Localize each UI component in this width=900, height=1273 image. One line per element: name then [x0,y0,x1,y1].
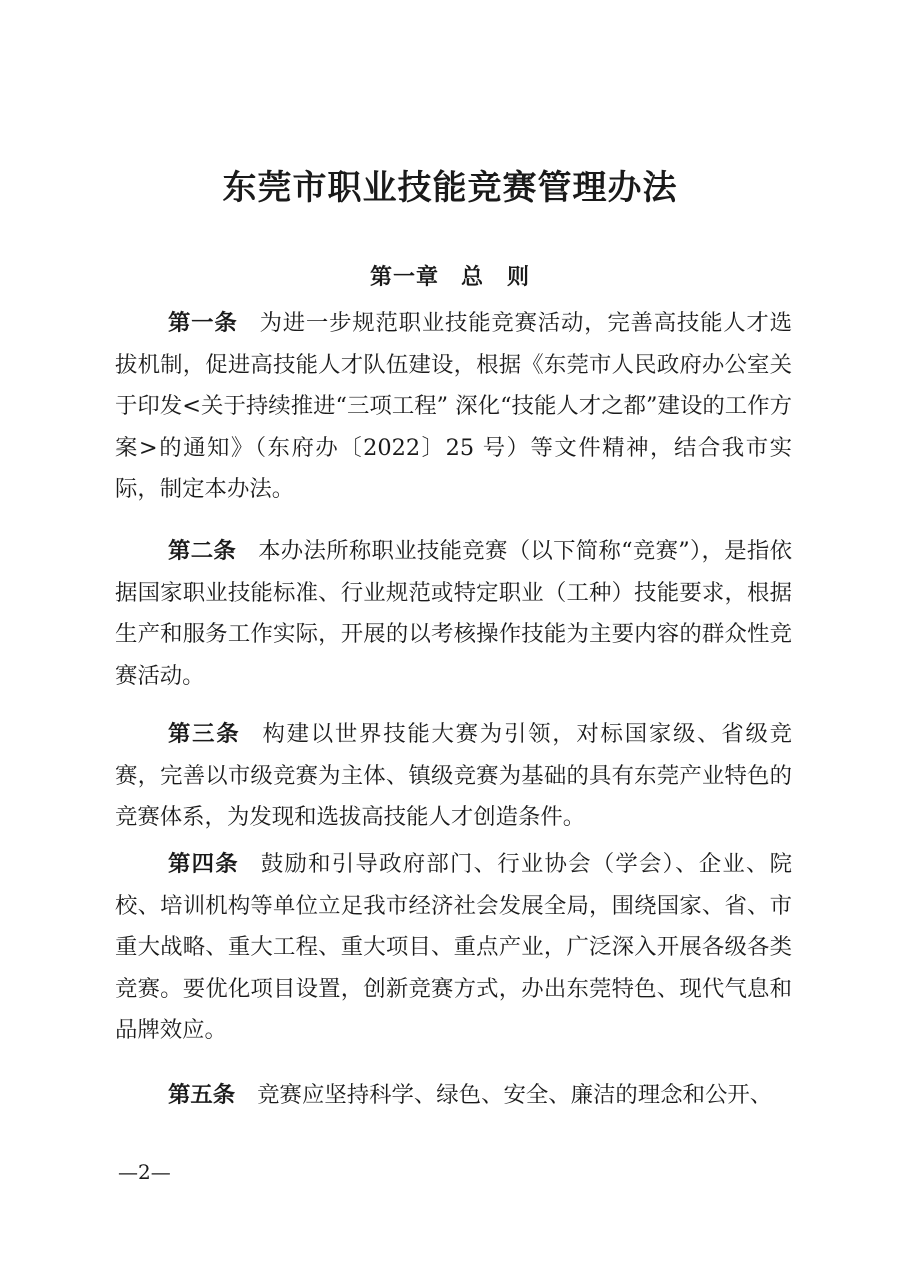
article-text: 鼓励和引导政府部门、行业协会（学会）、企业、院校、培训机构等单位立足我市经济社会发展全局，围绕国家、省、市重大战略、重大工程、重大项目、重点产业，广泛深入开展各级各类竞赛。要优化项目设置，创新竞赛方式，办出东莞特色、现代气息和品牌效应。 [115,851,792,1043]
article-3 [115,714,792,839]
article-label: 第三条 [168,721,241,747]
article-label: 第四条 [168,851,239,877]
article-label: 第一条 [168,310,238,336]
article-5 [115,1075,792,1117]
article-2 [115,531,792,697]
document-title: 东莞市职业技能竞赛管理办法 [222,168,678,208]
article-label: 第五条 [168,1082,236,1108]
article-text: 本办法所称职业技能竞赛（以下简称“竞赛”），是指依据国家职业技能标准、行业规范或特定职业（工种）技能要求，根据生产和服务工作实际，开展的以考核操作技能为主要内容的群众性竞赛活动。 [115,538,792,689]
article-label: 第二条 [168,538,237,564]
article-text: 为进一步规范职业技能竞赛活动，完善高技能人才选拔机制，促进高技能人才队伍建设，根据《东莞市人民政府办公室关于印发<关于持续推进“三项工程” 深化“技能人才之都”建设的工作方案>的通知》（东府办〔2022〕25 号）等文件精神，结合我市实际，制定本办法。 [115,310,793,502]
article-1 [115,303,792,511]
page-number: —2— [118,1160,171,1184]
chapter-heading [0,260,900,291]
article-text: 构建以世界技能大赛为引领，对标国家级、省级竞赛，完善以市级竞赛为主体、镇级竞赛为基础的具有东莞产业特色的竞赛体系，为发现和选拔高技能人才创造条件。 [115,721,793,830]
chapter-name: 总 则 [461,264,531,290]
chapter-number: 第一章 [369,264,439,290]
article-4 [115,844,792,1052]
article-text: 竞赛应坚持科学、绿色、安全、廉洁的理念和公开、 [257,1082,773,1108]
